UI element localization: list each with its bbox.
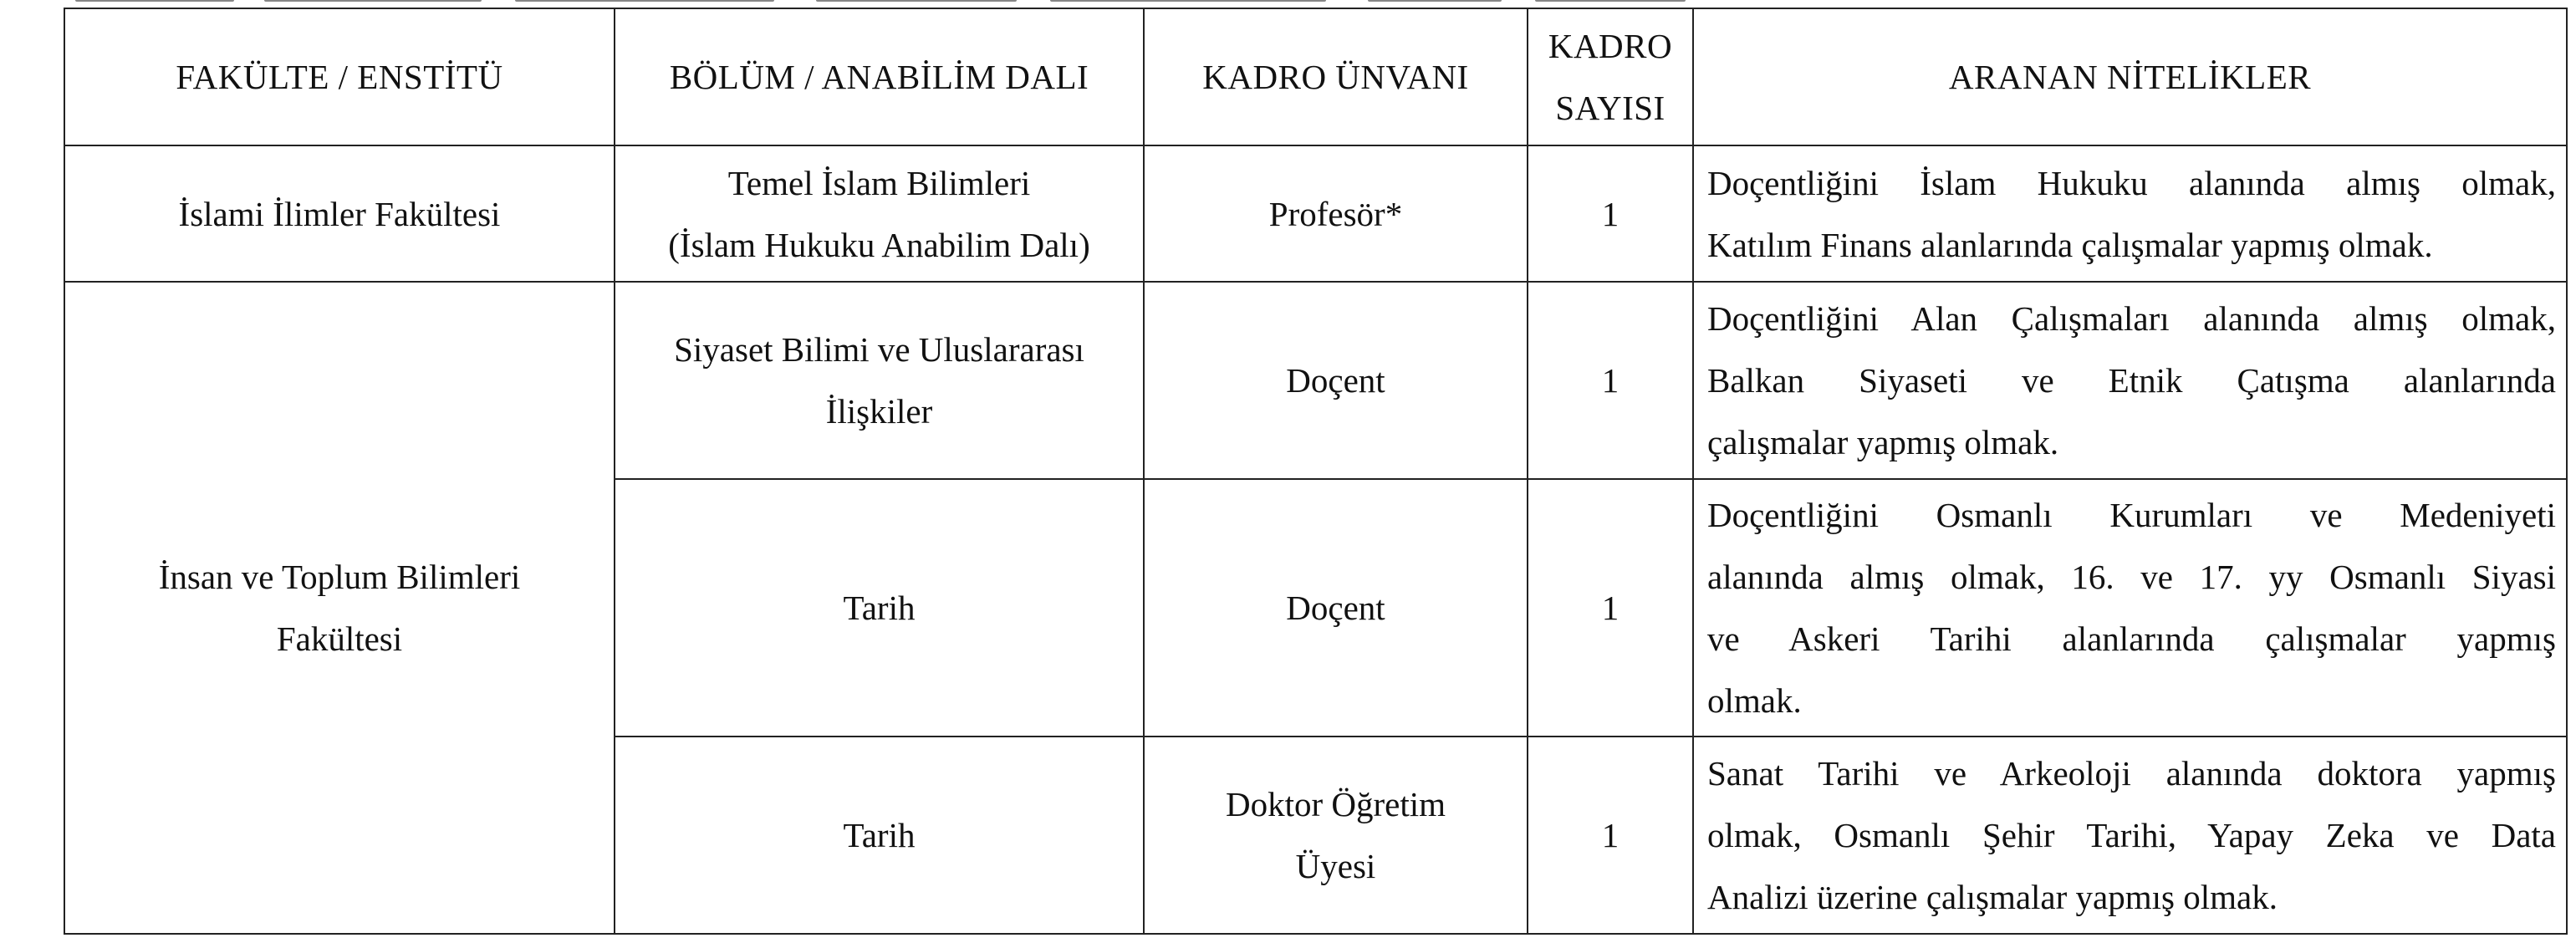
header-sayi-line-2: SAYISI: [1555, 89, 1665, 127]
cell-nitelik: [1693, 479, 2567, 737]
kadro-table: [64, 8, 2568, 935]
cell-fakulte-line-1: İnsan ve Toplum Bilimleri: [158, 558, 521, 596]
cell-bolum: [615, 282, 1144, 479]
cell-nitelik: [1693, 737, 2567, 934]
cell-unvan: [1144, 737, 1528, 934]
table-header-row: [64, 8, 2567, 145]
cell-nitelik-line-2: Katılım Finans alanlarında çalışmalar yapmış olmak.: [1707, 225, 2433, 264]
cell-bolum: Tarih: [615, 737, 1144, 934]
cell-nitelik-line-1: Doçentliğini Alan Çalışmaları alanında almış olmak,: [1707, 299, 2556, 338]
header-unvan: KADRO ÜNVANI: [1144, 8, 1528, 145]
cell-fakulte: [64, 282, 615, 934]
cell-nitelik-line-3: ve Askeri Tarihi alanlarında çalışmalar yapmış: [1707, 619, 2556, 658]
cell-sayi: 1: [1528, 737, 1693, 934]
cell-fakulte-line-2: Fakültesi: [276, 619, 403, 658]
cell-nitelik-line-1: Doçentliğini Osmanlı Kurumları ve Medeniyeti: [1707, 496, 2556, 534]
cell-bolum-line-1: Temel İslam Bilimleri: [727, 163, 1031, 202]
cell-nitelik: [1693, 282, 2567, 479]
cell-nitelik-line-4: olmak.: [1707, 681, 1802, 720]
cell-bolum: Tarih: [615, 479, 1144, 737]
cell-sayi: 1: [1528, 479, 1693, 737]
cell-bolum-line-1: Siyaset Bilimi ve Uluslararası: [674, 330, 1084, 369]
cell-nitelik-line-1: Sanat Tarihi ve Arkeoloji alanında doktora yapmış: [1707, 754, 2556, 793]
cell-unvan: Doçent: [1144, 282, 1528, 479]
cell-bolum-line-2: İlişkiler: [825, 392, 933, 431]
cell-sayi: 1: [1528, 145, 1693, 282]
table-row: [64, 145, 2567, 282]
cropped-text-line-above-table: [64, 0, 1702, 3]
cell-nitelik-line-2: alanında almış olmak, 16. ve 17. yy Osmanlı Siyasi: [1707, 558, 2556, 596]
header-fakulte: FAKÜLTE / ENSTİTÜ: [64, 8, 615, 145]
cell-bolum: [615, 145, 1144, 282]
table-row: [64, 282, 2567, 479]
cell-unvan-line-2: Üyesi: [1295, 847, 1376, 885]
cell-unvan: Profesör*: [1144, 145, 1528, 282]
header-bolum: BÖLÜM / ANABİLİM DALI: [615, 8, 1144, 145]
cell-nitelik-line-3: çalışmalar yapmış olmak.: [1707, 423, 2059, 461]
cell-nitelik-line-2: olmak, Osmanlı Şehir Tarihi, Yapay Zeka ve Data: [1707, 816, 2556, 854]
cell-nitelik-line-1: Doçentliğini İslam Hukuku alanında almış olmak,: [1707, 163, 2556, 202]
header-sayi: [1528, 8, 1693, 145]
cell-nitelik: [1693, 145, 2567, 282]
cell-fakulte: İslami İlimler Fakültesi: [64, 145, 615, 282]
header-sayi-line-1: KADRO: [1548, 27, 1673, 65]
cell-unvan: Doçent: [1144, 479, 1528, 737]
cell-unvan-line-1: Doktor Öğretim: [1225, 785, 1446, 823]
cell-bolum-line-2: (İslam Hukuku Anabilim Dalı): [668, 225, 1090, 264]
cell-sayi: 1: [1528, 282, 1693, 479]
cell-nitelik-line-3: Analizi üzerine çalışmalar yapmış olmak.: [1707, 878, 2278, 916]
cell-nitelik-line-2: Balkan Siyaseti ve Etnik Çatışma alanlarında: [1707, 361, 2556, 400]
header-nitelik: ARANAN NİTELİKLER: [1693, 8, 2567, 145]
